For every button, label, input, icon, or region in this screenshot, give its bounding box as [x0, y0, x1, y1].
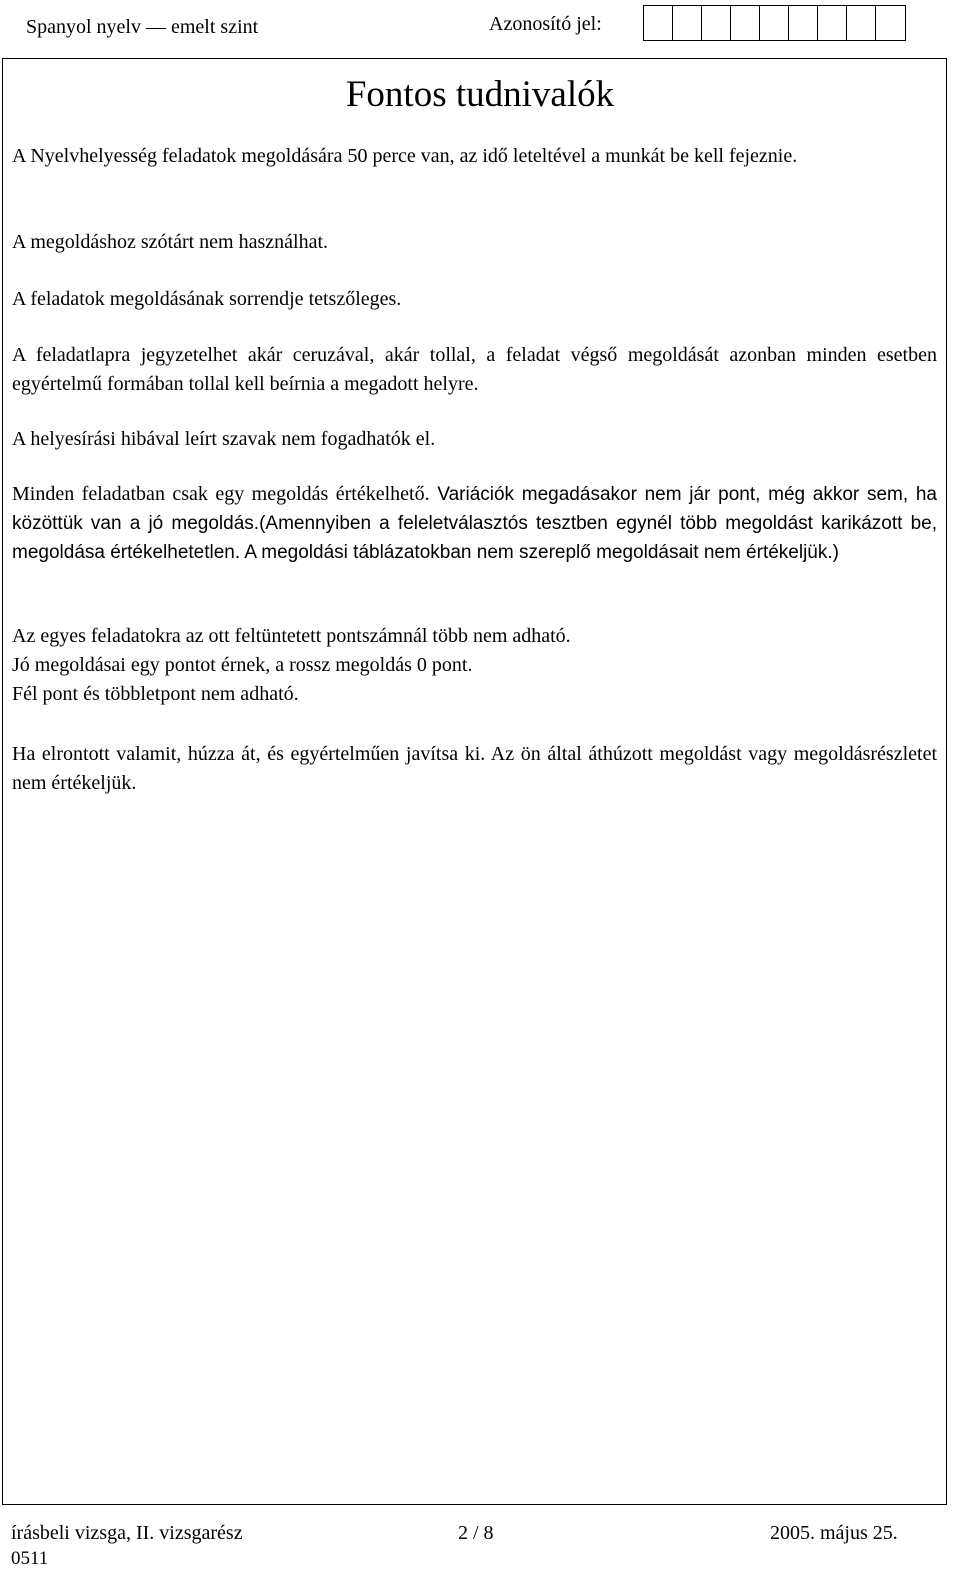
paragraph-notes: A feladatlapra jegyzetelhet akár ceruzával, akár tollal, a feladat végső megoldását azonban minden esetben egyértelmű formában tollal kell beírnia a megadott helyre.	[12, 344, 937, 395]
variations-text: Variációk megadásakor nem jár pont, még akkor sem, ha közöttük van a jó megoldás.(Amennyiben a feleletválasztós tesztben egynél több megoldást karikázott be, megoldása értékelhetetlen. A megoldási táblázatokban nem szereplő megoldásait nem értékeljük.)	[12, 484, 937, 563]
points-half-line: Fél pont és többletpont nem adható.	[12, 683, 299, 705]
id-box[interactable]	[702, 6, 731, 40]
paragraph-order: A feladatok megoldásának sorrendje tetszőleges.	[12, 288, 402, 310]
subject-label: Spanyol nyelv — emelt szint	[26, 16, 259, 38]
paragraph-spelling: A helyesírási hibával leírt szavak nem fogadhatók el.	[12, 428, 436, 450]
footer-date: 2005. május 25.	[770, 1522, 898, 1544]
page-title: Fontos tudnivalók	[345, 74, 615, 115]
id-box[interactable]	[760, 6, 789, 40]
footer-page-number: 2 / 8	[458, 1522, 494, 1544]
paragraph-points	[12, 622, 937, 709]
paragraph-time-limit: A Nyelvhelyesség feladatok megoldására 50 perce van, az idő leteltével a munkát be kell fejeznie.	[12, 145, 798, 167]
id-box[interactable]	[644, 6, 673, 40]
single-answer-text: Minden feladatban csak egy megoldás értékelhető.	[12, 483, 430, 505]
points-max-line: Az egyes feladatokra az ott feltüntetett pontszámnál több nem adható.	[12, 625, 571, 647]
id-box[interactable]	[673, 6, 702, 40]
id-box[interactable]	[818, 6, 847, 40]
id-label: Azonosító jel:	[489, 13, 602, 35]
footer-exam: írásbeli vizsga, II. vizsgarész	[11, 1522, 243, 1544]
id-boxes	[643, 5, 906, 41]
paragraph-dictionary: A megoldáshoz szótárt nem használhat.	[12, 231, 329, 253]
id-box[interactable]	[847, 6, 876, 40]
paragraph-single-answer	[12, 480, 937, 567]
footer-code: 0511	[11, 1548, 49, 1569]
id-box[interactable]	[731, 6, 760, 40]
paragraph-corrections: Ha elrontott valamit, húzza át, és egyértelműen javítsa ki. Az ön által áthúzott megoldást vagy megoldásrészletet nem értékeljük.	[12, 743, 937, 794]
points-value-line: Jó megoldásai egy pontot érnek, a rossz megoldás 0 pont.	[12, 654, 473, 676]
id-box[interactable]	[789, 6, 818, 40]
id-box[interactable]	[876, 6, 905, 40]
